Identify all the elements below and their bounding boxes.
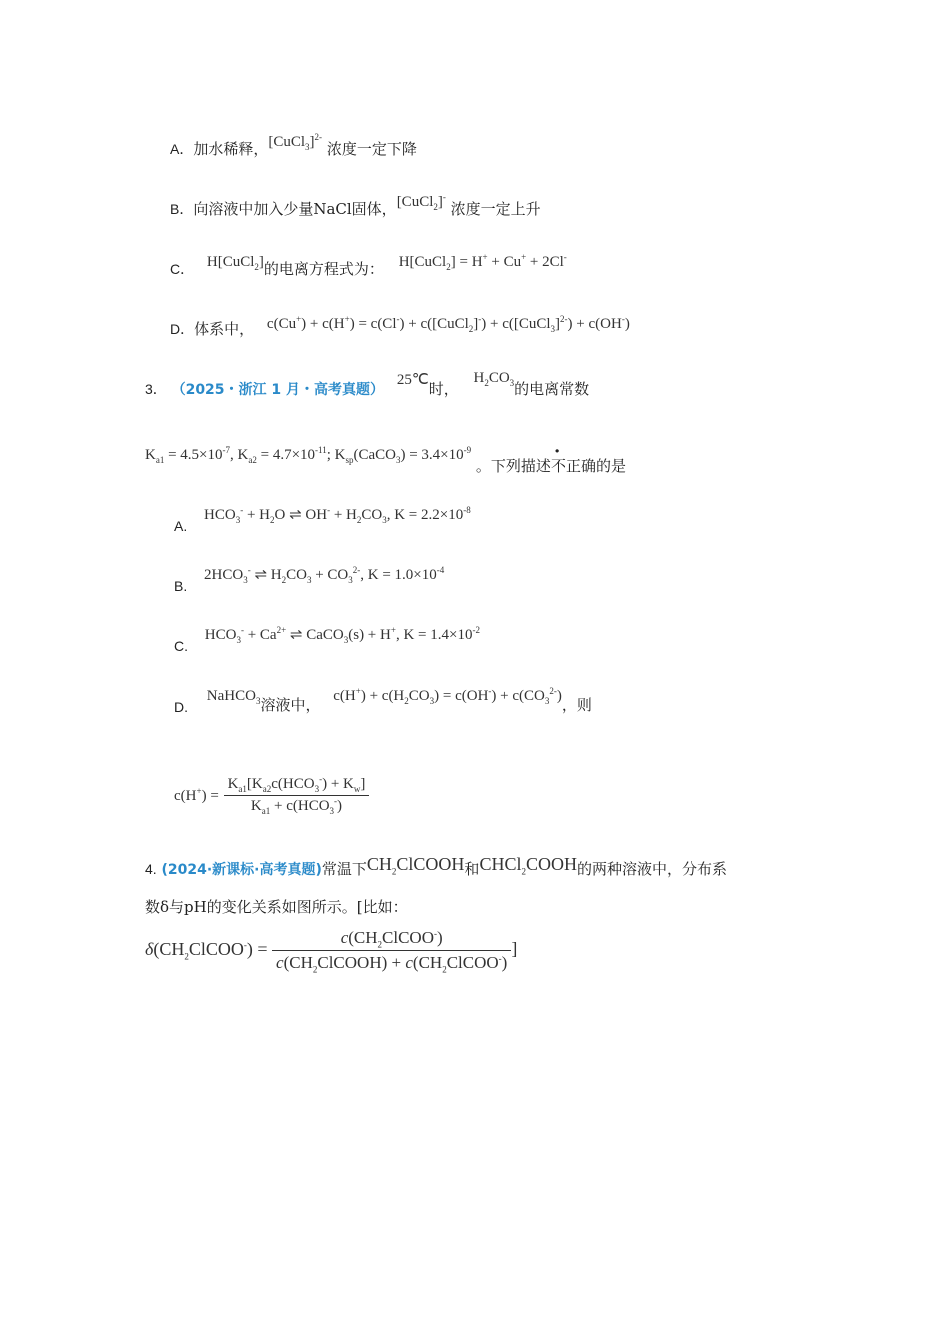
q4-stem: [145, 854, 727, 879]
formula: $K_{a1} = 4.5\times 10^{-7}$, $K_{a2} = 4.7\times 10^{-11}$; $K_{sp}(CaCO_3) = 3.4\times 10^{-9}$: [145, 445, 472, 465]
question-source: （2025・浙江 1 月・高考真题）: [171, 382, 385, 398]
option-text: 体系中，: [194, 320, 255, 338]
stem-text: 常温下: [321, 860, 367, 878]
q2-option-c: [170, 252, 567, 279]
formula: NaHCO$_3$: [206, 688, 261, 706]
numerator: $c(CH_2ClCOO^-)$: [340, 928, 443, 950]
option-label: B.: [174, 578, 188, 594]
option-text: 溶液中，: [260, 696, 321, 714]
formula: $c(H^+) + c(H_2CO_3) = c(OH^-) + c(CO_3^{2-})$: [333, 686, 562, 706]
stem-text: 的两种溶液中，分布系: [576, 860, 727, 878]
formula: CHCl$_2$COOH: [479, 854, 577, 877]
option-label: A．: [170, 141, 194, 157]
q3-constants: [145, 443, 626, 475]
formula: H[CuCl$_2$]: [206, 254, 264, 272]
q3-option-a: [174, 505, 471, 534]
formula: H[CuCl$_2$] = H+ + Cu+ + 2Cl-: [398, 252, 567, 272]
formula: $CH_2ClCOOH$: [366, 854, 465, 877]
q2-option-d: [170, 314, 630, 339]
option-label: B．: [170, 201, 194, 217]
formula: [CuCl$_2$]-: [396, 192, 446, 212]
stem-text: 和: [464, 860, 480, 878]
denominator: $c(CH_2ClCOOH)$ + $c(CH_2ClCOO^-)$: [272, 950, 511, 973]
option-text: 向溶液中加入少量NaCl固体，: [193, 200, 397, 218]
stem-tail: [476, 457, 626, 475]
denominator: $K_{a1} + c(HCO_3^-)$: [224, 795, 370, 815]
q3-option-b: [174, 565, 445, 594]
stem-text: 数δ与pH的变化关系如图所示。[比如：: [145, 898, 408, 916]
q3-stem: [145, 370, 590, 399]
fraction: [272, 928, 511, 973]
option-label: D．: [170, 321, 195, 337]
option-text: 加水稀释，: [193, 140, 269, 158]
stem-text: 时，: [428, 380, 459, 398]
option-label: C．: [170, 261, 195, 277]
stem-text: 的是: [595, 457, 626, 475]
question-number: 4.: [145, 861, 157, 877]
formula: c(H+) =: [174, 785, 219, 804]
question-source: (2024·新课标·高考真题): [161, 862, 322, 878]
q3-result-formula: [174, 776, 369, 815]
option-text: 浓度一定上升: [445, 200, 541, 218]
option-label: A.: [174, 518, 188, 534]
closing-bracket: ]: [511, 938, 518, 959]
formula: $2HCO_3^-$ ⇌ $H_2CO_3 + CO_3^{2-}$, $K = 1.0\times 10^{-4}$: [204, 565, 445, 585]
q2-option-a: [170, 132, 417, 159]
numerator: $K_{a1}[K_{a2}c(HCO_3^-) + K_w]$: [227, 774, 366, 794]
option-label: C.: [174, 638, 188, 654]
fraction: [224, 776, 370, 815]
stem-text: 。下列描述: [475, 457, 551, 475]
stem-text: 的电离常数: [514, 380, 590, 398]
question-number: 3．: [145, 381, 167, 397]
option-label: D.: [174, 699, 188, 715]
formula: $HCO_3^- + H_2O$ ⇌ $OH^- + H_2CO_3$, $K = 2.2\times 10^{-8}$: [204, 505, 471, 525]
formula: 25℃: [396, 372, 429, 388]
formula: $H_2CO_3$: [473, 370, 515, 388]
formula: $HCO_3^- + Ca^{2+}$ ⇌ CaCO$_3$(s) + H+, $K = 1.4\times 10^{-2}$: [204, 625, 480, 645]
option-text: 的电离方程式为：: [263, 260, 384, 278]
emphasis-text: 不正确: [550, 457, 596, 475]
q3-option-d: [174, 684, 592, 715]
formula: c(Cu+) + c(H+) = c(Cl-) + c([CuCl$_2$]-) + c([CuCl$_3$]$^{2-}$) + c(OH-): [266, 314, 630, 334]
q4-delta-formula: [145, 928, 517, 973]
formula: [CuCl$_3$]$^{2-}$: [268, 132, 323, 152]
option-text: 浓度一定下降: [322, 140, 417, 158]
formula: $\delta(CH_2ClCOO^-)$ =: [145, 938, 268, 962]
q4-stem-line2: [145, 896, 408, 917]
q2-option-b: [170, 192, 541, 219]
q3-option-c: [174, 625, 480, 654]
option-text: ，则: [561, 696, 592, 714]
